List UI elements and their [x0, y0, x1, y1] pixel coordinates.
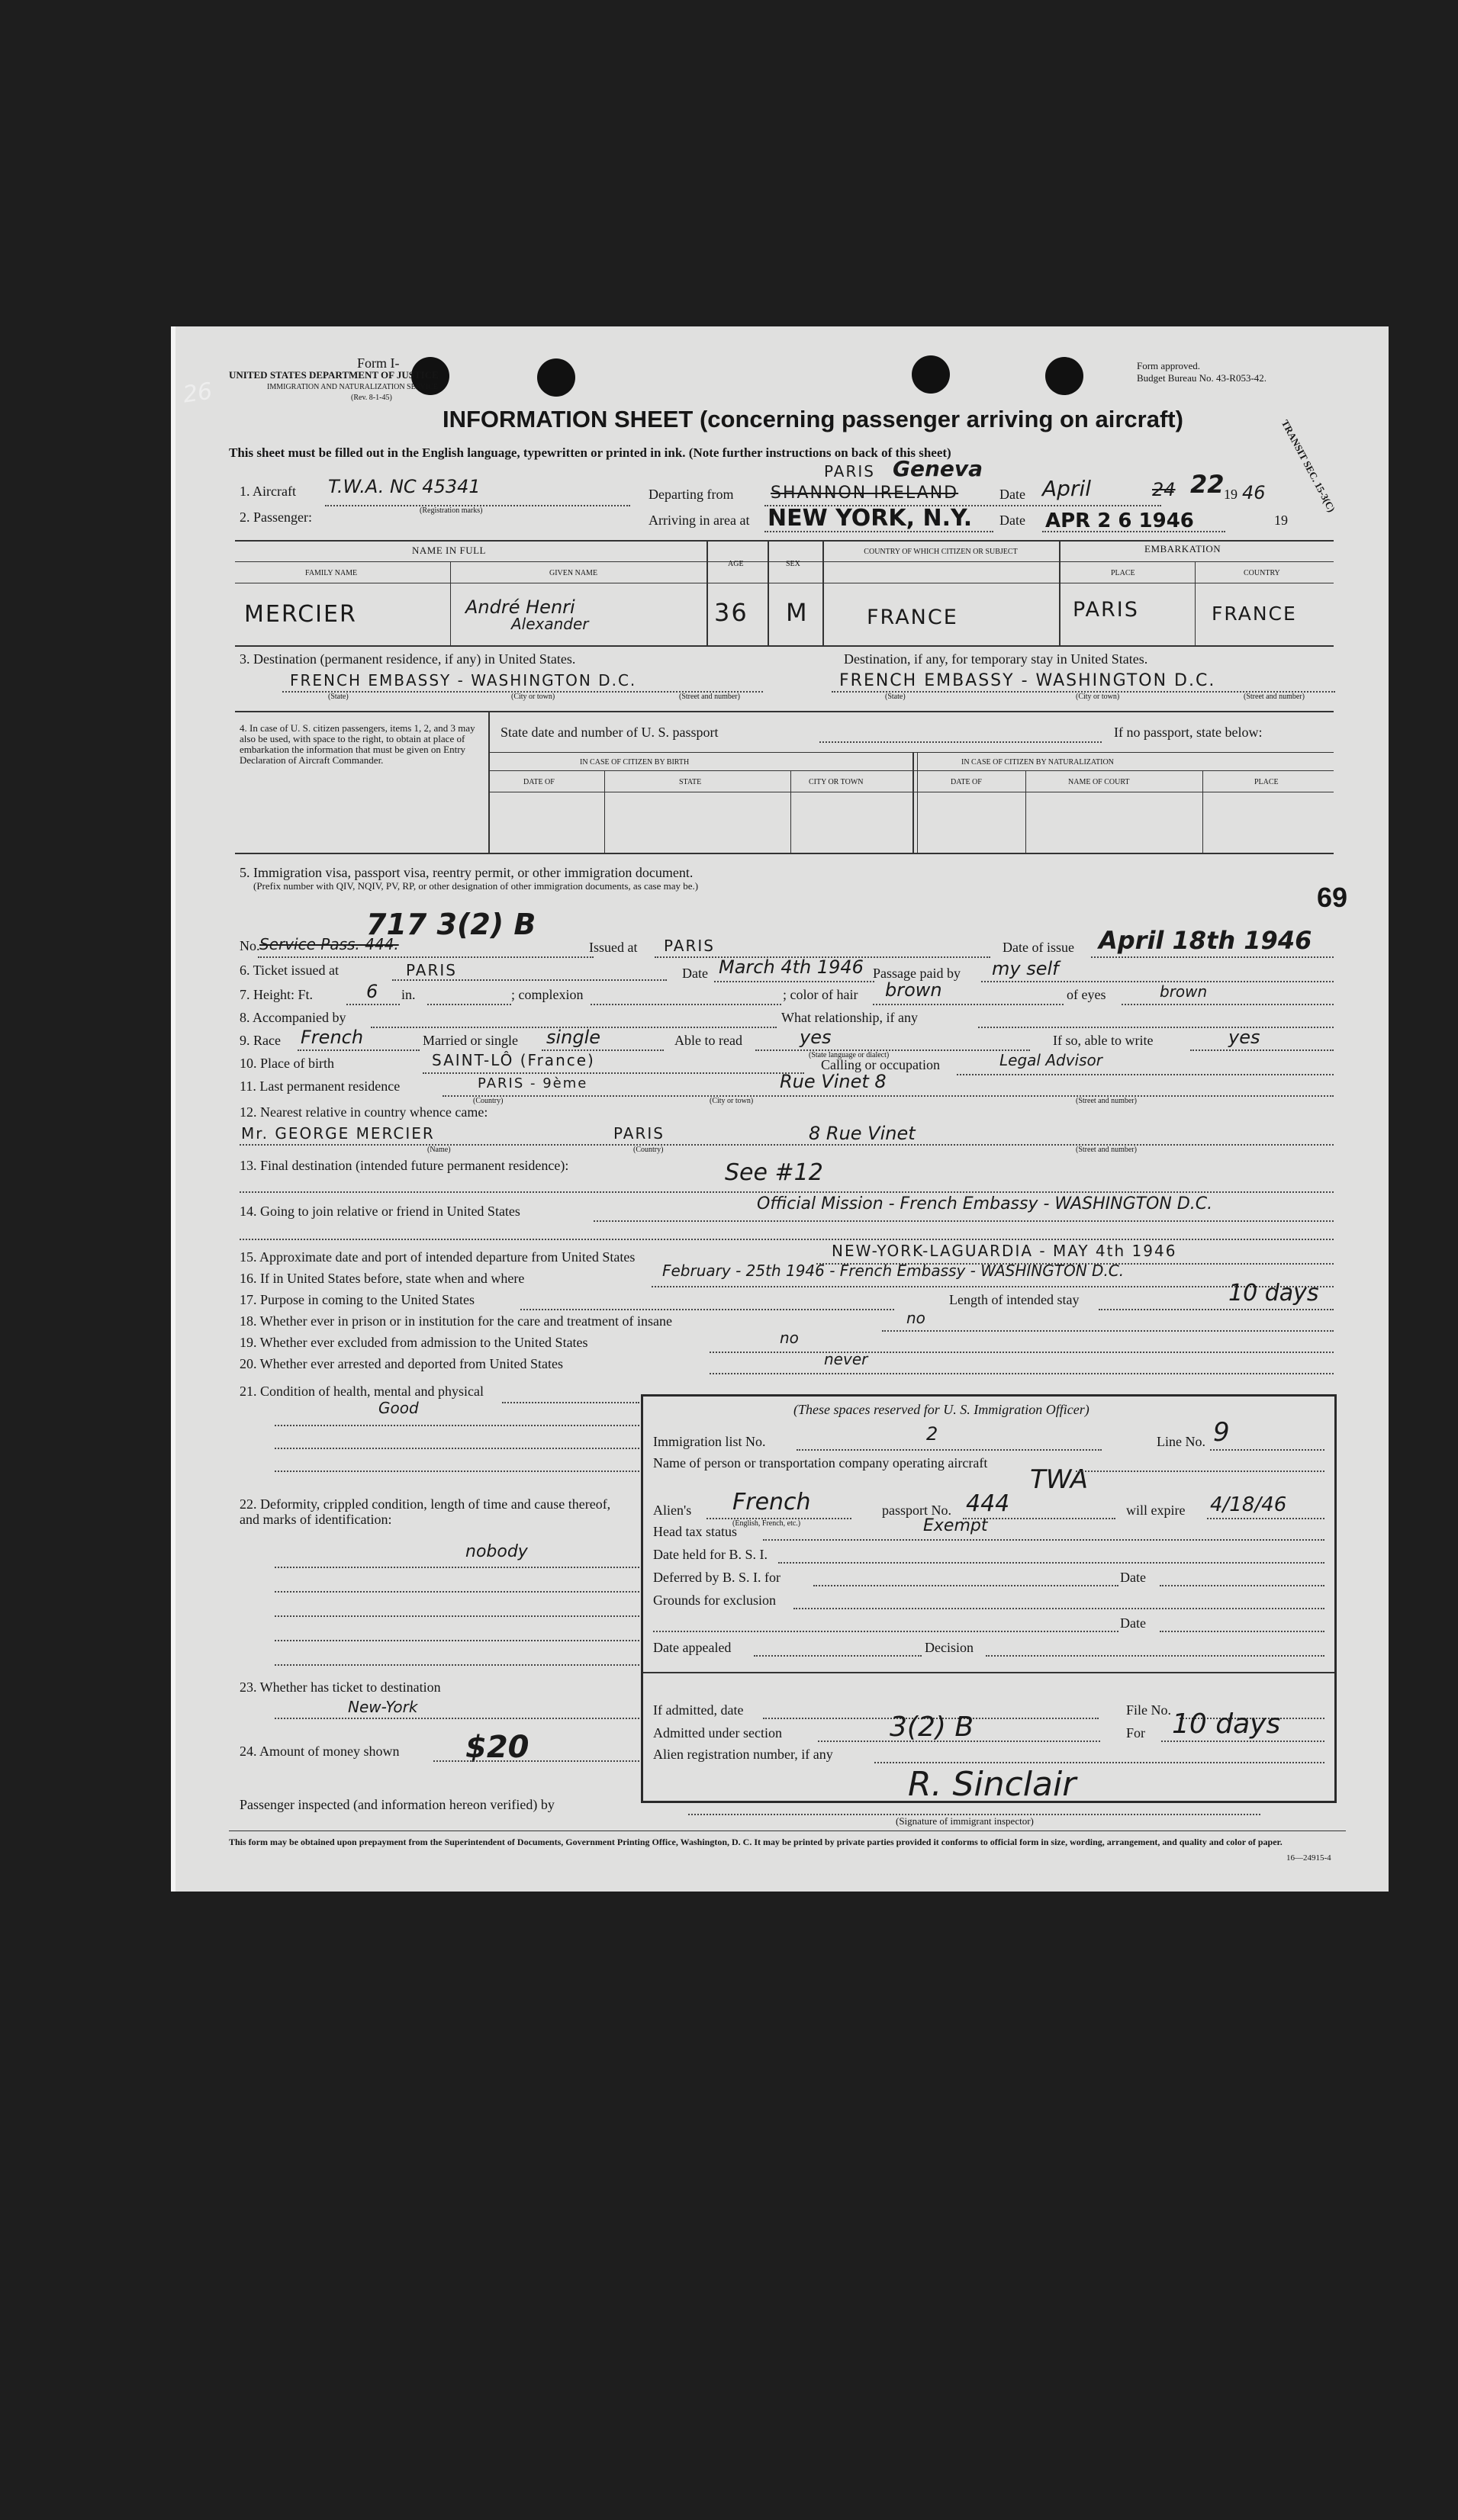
- language-note: (State language or dialect): [809, 1051, 890, 1059]
- embark-place-value: PARIS: [1073, 598, 1139, 622]
- aircraft-value: T.W.A. NC 45341: [328, 476, 481, 497]
- budget-bureau: Budget Bureau No. 43-R053-42.: [1137, 372, 1267, 384]
- occupation-label: Calling or occupation: [821, 1057, 940, 1072]
- issued-at-value: PARIS: [664, 937, 715, 955]
- alien-reg-label: Alien registration number, if any: [653, 1747, 833, 1762]
- grounds-date-label: Date: [1120, 1615, 1146, 1631]
- date-struck: 24: [1152, 479, 1176, 500]
- birthplace-label: 10. Place of birth: [240, 1056, 334, 1071]
- form-title: INFORMATION SHEET (concerning passenger arriving on aircraft): [443, 406, 1183, 432]
- punch-hole: [1045, 357, 1083, 395]
- nearest-relative-city: PARIS: [613, 1124, 665, 1143]
- service-name: IMMIGRATION AND NATURALIZATION SERVICE: [267, 383, 438, 391]
- deferred-date-label: Date: [1120, 1570, 1146, 1585]
- ticket-value: PARIS: [406, 961, 457, 979]
- country-header: COUNTRY: [1244, 569, 1280, 577]
- deported-label: 20. Whether ever arrested and deported from United States: [240, 1356, 564, 1371]
- read-value: yes: [800, 1027, 832, 1048]
- expire-label: will expire: [1126, 1503, 1186, 1518]
- deported-value: never: [824, 1350, 868, 1368]
- doc-no-struck: Service Pass. 444.: [259, 935, 399, 953]
- prison-label: 18. Whether ever in prison or in institution for the care and treatment of insane: [240, 1313, 672, 1329]
- appealed-label: Date appealed: [653, 1640, 732, 1655]
- inspector-signature: R. Sinclair: [908, 1765, 1077, 1804]
- birth-city-header: CITY OR TOWN: [809, 778, 864, 786]
- for-value: 10 days: [1172, 1708, 1281, 1740]
- grounds-label: Grounds for exclusion: [653, 1593, 776, 1608]
- temp-city-note: (City or town): [1076, 693, 1120, 701]
- read-label: Able to read: [674, 1033, 742, 1048]
- health-value: Good: [378, 1399, 419, 1417]
- birth-date-header: DATE OF: [523, 778, 555, 786]
- arriving-value: NEW YORK, N.Y.: [768, 505, 973, 532]
- embarkation-header: EMBARKATION: [1144, 543, 1221, 554]
- sex-value: M: [786, 598, 809, 627]
- hair-value: brown: [885, 979, 942, 1001]
- line-no-label: Line No.: [1157, 1434, 1205, 1449]
- list-no-label: Immigration list No.: [653, 1434, 766, 1449]
- residence-city-note: (City or town): [710, 1097, 754, 1105]
- family-name-value: MERCIER: [244, 601, 357, 628]
- hair-label: ; color of hair: [783, 987, 858, 1002]
- citizen-birth-header: IN CASE OF CITIZEN BY BIRTH: [580, 758, 690, 767]
- final-destination-label: 13. Final destination (intended future permanent residence):: [240, 1158, 569, 1173]
- passenger-label: 2. Passenger:: [240, 509, 312, 525]
- prison-value: no: [906, 1309, 925, 1327]
- revision-date: (Rev. 8-1-45): [351, 394, 392, 402]
- section-label: Admitted under section: [653, 1725, 782, 1741]
- natur-place-header: PLACE: [1254, 778, 1279, 786]
- date-label: Date: [999, 487, 1025, 502]
- ticket-destination-value: New-York: [348, 1698, 418, 1716]
- doc-no-value: 717 3(2) B: [366, 908, 536, 941]
- natur-date-header: DATE OF: [951, 778, 982, 786]
- destination-value: FRENCH EMBASSY - WASHINGTON D.C.: [290, 671, 637, 689]
- deformity-label: 22. Deformity, crippled condition, length of time and cause thereof, and marks of identification:: [240, 1496, 611, 1527]
- occupation-value: Legal Advisor: [999, 1051, 1102, 1069]
- admitted-date-label: If admitted, date: [653, 1702, 744, 1718]
- departing-above: PARIS: [824, 462, 875, 481]
- arrival-date-stamp: APR 2 6 1946: [1045, 509, 1194, 532]
- decision-label: Decision: [925, 1640, 974, 1655]
- date-day: 22: [1190, 470, 1225, 499]
- height-label: 7. Height: Ft.: [240, 987, 314, 1002]
- relative-country-note: (Country): [633, 1146, 664, 1154]
- given-name-value: André Henri: [465, 596, 575, 618]
- expire-value: 4/18/46: [1210, 1493, 1287, 1516]
- eyes-label: of eyes: [1067, 987, 1106, 1002]
- stay-length-label: Length of intended stay: [949, 1292, 1080, 1307]
- citizen-instructions: 4. In case of U. S. citizen passengers, items 1, 2, and 3 may also be used, with space to the right, to obtain at place of embarkation the information that must be given on Entry Declaration of Aircraft Commander.: [240, 722, 475, 766]
- immigration-doc-label: 5. Immigration visa, passport visa, reentry permit, or other immigration document.: [240, 865, 694, 880]
- citizen-value: FRANCE: [867, 606, 958, 629]
- year-prefix: 19: [1224, 487, 1238, 502]
- age-header: AGE: [728, 560, 744, 568]
- ticket-destination-label: 23. Whether has ticket to destination: [240, 1679, 441, 1695]
- deferred-label: Deferred by B. S. I. for: [653, 1570, 780, 1585]
- aliens-note: (English, French, etc.): [732, 1519, 801, 1528]
- information-sheet: [171, 326, 1389, 1892]
- money-value: $20: [465, 1730, 529, 1765]
- line-no-value: 9: [1213, 1417, 1230, 1448]
- last-residence-label: 11. Last permanent residence: [240, 1078, 401, 1094]
- passport-no-value: 444: [966, 1490, 1010, 1517]
- complexion-label: ; complexion: [511, 987, 584, 1002]
- passage-paid-label: Passage paid by: [873, 966, 961, 981]
- relationship-label: What relationship, if any: [781, 1010, 918, 1025]
- margin-number: 26: [181, 378, 214, 409]
- citizen-naturalization-header: IN CASE OF CITIZEN BY NATURALIZATION: [961, 758, 1114, 767]
- temp-street-note: (Street and number): [1244, 693, 1305, 701]
- race-value: French: [301, 1027, 364, 1048]
- race-label: 9. Race: [240, 1033, 281, 1048]
- name-in-full-header: NAME IN FULL: [412, 545, 486, 556]
- immigration-doc-note: (Prefix number with QIV, NQIV, PV, RP, or other designation of other immigration documents, as case may be.): [253, 880, 699, 892]
- going-to-join-value: Official Mission - French Embassy - WASHINGTON D.C.: [757, 1194, 1213, 1213]
- natur-court-header: NAME OF COURT: [1068, 778, 1130, 786]
- head-tax-value: Exempt: [923, 1516, 988, 1535]
- for-label: For: [1126, 1725, 1146, 1741]
- arrival-date-label: Date: [999, 513, 1025, 528]
- aliens-label: Alien's: [653, 1503, 692, 1518]
- family-name-header: FAMILY NAME: [305, 569, 358, 577]
- punch-hole: [537, 358, 575, 397]
- company-label: Name of person or transportation company operating aircraft: [653, 1455, 988, 1471]
- excluded-value: no: [780, 1329, 799, 1347]
- issue-date-value: April 18th 1946: [1099, 926, 1312, 955]
- passage-paid-value: my self: [992, 958, 1059, 979]
- temp-state-note: (State): [885, 693, 906, 701]
- excluded-label: 19. Whether ever excluded from admission to the United States: [240, 1335, 588, 1350]
- departing-struck: SHANNON IRELAND: [771, 484, 959, 503]
- signature-note: (Signature of immigrant inspector): [896, 1815, 1034, 1827]
- place-header: PLACE: [1111, 569, 1135, 577]
- ticket-label: 6. Ticket issued at: [240, 963, 340, 978]
- form-number: Form I-: [357, 355, 400, 371]
- date-year: 46: [1242, 482, 1266, 503]
- footer-code: 16—24915-4: [1286, 1853, 1331, 1863]
- embark-country-value: FRANCE: [1212, 603, 1297, 625]
- us-passport-question: State date and number of U. S. passport: [500, 725, 719, 740]
- section-value: 3(2) B: [890, 1712, 974, 1743]
- arriving-label: Arriving in area at: [649, 513, 750, 528]
- deformity-value: nobody: [465, 1542, 528, 1561]
- arrival-year-prefix: 19: [1274, 513, 1288, 528]
- issued-at-label: Issued at: [589, 940, 638, 955]
- no-passport-label: If no passport, state below:: [1114, 725, 1263, 740]
- department-name: UNITED STATES DEPARTMENT OF JUSTICE: [229, 369, 439, 381]
- going-to-join-label: 14. Going to join relative or friend in United States: [240, 1204, 520, 1219]
- inspected-by-label: Passenger inspected (and information hereon verified) by: [240, 1797, 555, 1812]
- birthplace-value: SAINT-LÔ (France): [432, 1051, 595, 1069]
- temp-destination-label: Destination, if any, for temporary stay in United States.: [844, 651, 1148, 667]
- form-approved: Form approved.: [1137, 360, 1201, 371]
- dest-street-note: (Street and number): [679, 693, 740, 701]
- residence-country-note: (Country): [473, 1097, 504, 1105]
- previous-visit-label: 16. If in United States before, state when and where: [240, 1271, 525, 1286]
- age-value: 36: [714, 598, 748, 627]
- residence-street-note: (Street and number): [1076, 1097, 1137, 1105]
- aliens-value: French: [732, 1489, 811, 1516]
- transit-stamp: TRANSIT SEC. 15-3(C): [1279, 418, 1338, 514]
- nearest-relative-name: Mr. GEORGE MERCIER: [241, 1124, 435, 1143]
- ticket-date-value: March 4th 1946: [719, 956, 864, 978]
- list-no-value: 2: [926, 1423, 938, 1445]
- money-label: 24. Amount of money shown: [240, 1744, 400, 1759]
- dest-city-note: (City or town): [511, 693, 555, 701]
- birth-state-header: STATE: [679, 778, 702, 786]
- dest-state-note: (State): [328, 693, 349, 701]
- country-citizen-header: COUNTRY OF WHICH CITIZEN OR SUBJECT: [864, 548, 1018, 556]
- ticket-date-label: Date: [682, 966, 708, 981]
- height-ft-value: 6: [366, 981, 378, 1002]
- head-tax-label: Head tax status: [653, 1524, 737, 1539]
- eyes-value: brown: [1160, 982, 1208, 1001]
- company-value: TWA: [1030, 1464, 1088, 1495]
- departing-label: Departing from: [649, 487, 734, 502]
- stay-length-value: 10 days: [1228, 1280, 1319, 1307]
- sex-header: SEX: [786, 560, 800, 568]
- write-label: If so, able to write: [1053, 1033, 1154, 1048]
- nearest-relative-street: 8 Rue Vinet: [809, 1123, 916, 1144]
- departure-value: NEW-YORK-LAGUARDIA - MAY 4th 1946: [832, 1242, 1177, 1260]
- aircraft-label: 1. Aircraft: [240, 484, 296, 499]
- held-label: Date held for B. S. I.: [653, 1547, 768, 1562]
- last-residence-city: PARIS - 9ème: [478, 1075, 588, 1091]
- given-name-value-2: Alexander: [511, 615, 589, 633]
- final-destination-value: See #12: [725, 1159, 823, 1186]
- destination-label: 3. Destination (permanent residence, if any) in United States.: [240, 651, 576, 667]
- passport-no-label: passport No.: [882, 1503, 951, 1518]
- temp-destination-value: FRENCH EMBASSY - WASHINGTON D.C.: [839, 671, 1216, 690]
- relative-name-note: (Name): [427, 1146, 451, 1154]
- married-value: single: [546, 1027, 601, 1048]
- health-label: 21. Condition of health, mental and physical: [240, 1384, 484, 1399]
- previous-visit-value: February - 25th 1946 - French Embassy - WASHINGTON D.C.: [662, 1262, 1125, 1280]
- write-value: yes: [1228, 1027, 1260, 1048]
- footer-notice: This form may be obtained upon prepayment from the Superintendent of Documents, Government Printing Office, Washington, D. C. It may be printed by private parties provided it conforms to official form in size, wording, arrangement, and quality and color of paper.: [229, 1837, 1283, 1847]
- departing-scribble: Geneva: [893, 456, 983, 481]
- form-instructions: This sheet must be filled out in the English language, typewritten or printed in ink. (Note further instructions on back of this sheet): [229, 445, 951, 460]
- file-no-label: File No.: [1126, 1702, 1172, 1718]
- departure-label: 15. Approximate date and port of intended departure from United States: [240, 1249, 636, 1265]
- purpose-label: 17. Purpose in coming to the United States: [240, 1292, 475, 1307]
- accompanied-label: 8. Accompanied by: [240, 1010, 346, 1025]
- height-in-label: in.: [401, 987, 416, 1002]
- issue-date-label: Date of issue: [1003, 940, 1074, 955]
- punch-hole: [912, 355, 950, 394]
- registration-note: (Registration marks): [420, 506, 483, 515]
- page-number: 69: [1317, 882, 1348, 913]
- date-month: April: [1042, 476, 1091, 501]
- nearest-relative-label: 12. Nearest relative in country whence came:: [240, 1104, 488, 1120]
- married-label: Married or single: [423, 1033, 518, 1048]
- doc-no-label: No.: [240, 938, 260, 953]
- officer-box-title: (These spaces reserved for U. S. Immigration Officer): [793, 1402, 1089, 1417]
- relative-street-note: (Street and number): [1076, 1146, 1137, 1154]
- last-residence-street: Rue Vinet 8: [780, 1071, 887, 1092]
- given-name-header: GIVEN NAME: [549, 569, 598, 577]
